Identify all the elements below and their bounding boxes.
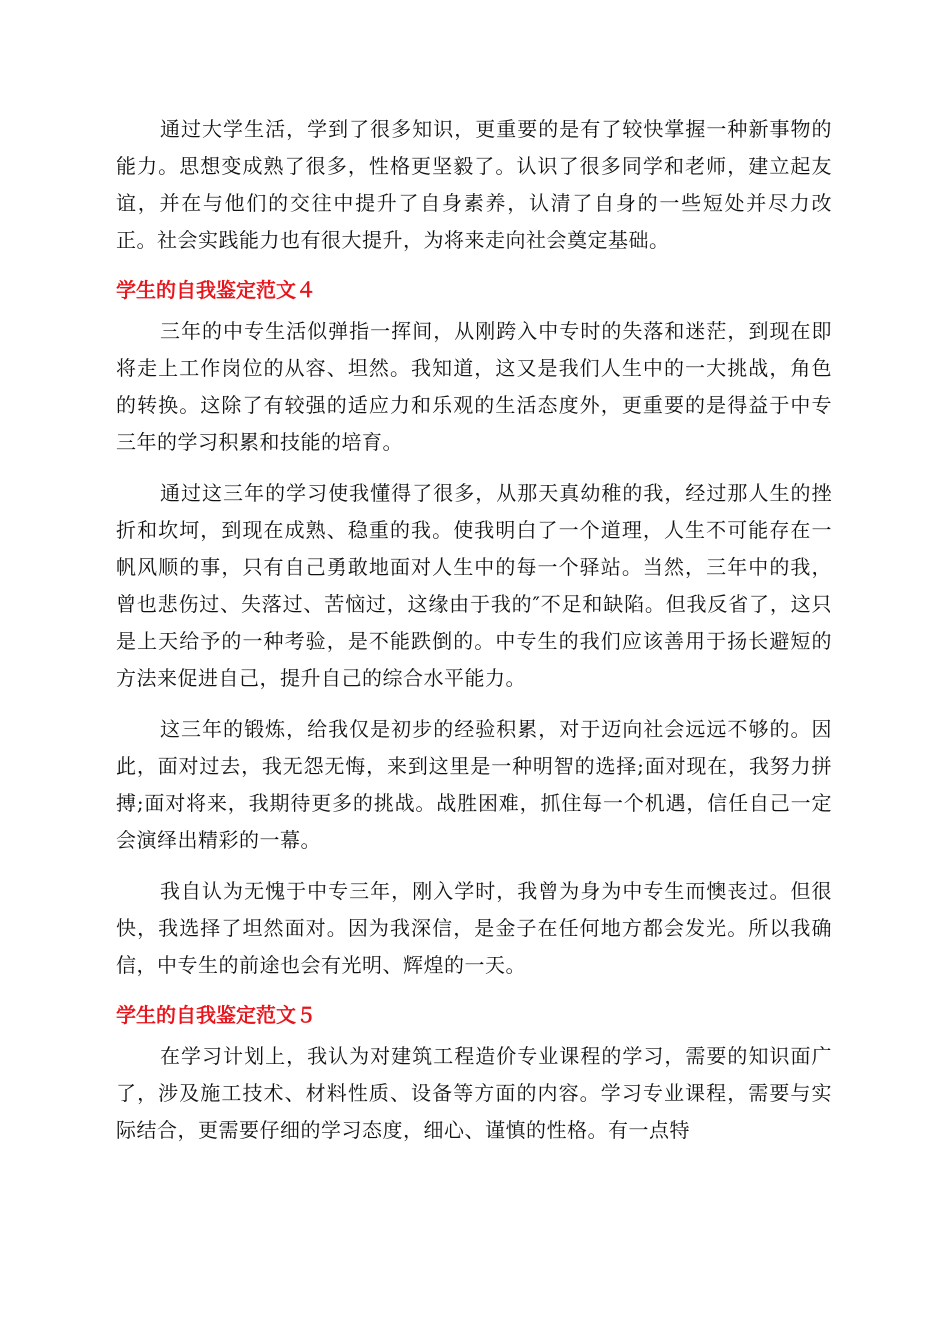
paragraph-self-confidence: 我自认为无愧于中专三年，刚入学时，我曾为身为中专生而懊丧过。但很快，我选择了坦然面对。因为我深信，是金子在任何地方都会发光。所以我确信，中专生的前途也会有光明、辉煌的一天。 xyxy=(116,879,832,977)
paragraph-study-plan: 在学习计划上，我认为对建筑工程造价专业课程的学习，需要的知识面广了，涉及施工技术、材料性质、设备等方面的内容。学习专业课程，需要与实际结合，更需要仔细的学习态度，细心、谨慎的性格。有一点特 xyxy=(116,1044,832,1142)
document-page xyxy=(116,111,832,1163)
paragraph-learned-much: 通过这三年的学习使我懂得了很多，从那天真幼稚的我，经过那人生的挫折和坎坷，到现在成熟、稳重的我。使我明白了一个道理，人生不可能存在一帆风顺的事，只有自己勇敢地面对人生中的每一个驿站。当然，三年中的我，曾也悲伤过、失落过、苦恼过，这缘由于我的″不足和缺陷。但我反省了，这只是上天给予的一种考验，是不能跌倒的。中专生的我们应该善用于扬长避短的方法来促进自己，提升自己的综合水平能力。 xyxy=(116,481,832,690)
paragraph-university-life: 通过大学生活，学到了很多知识，更重要的是有了较快掌握一种新事物的能力。思想变成熟了很多，性格更坚毅了。认识了很多同学和老师，建立起友谊，并在与他们的交往中提升了自身素养，认清了自身的一些短处并尽力改正。社会实践能力也有很大提升，为将来走向社会奠定基础。 xyxy=(116,117,832,252)
section-heading-5: 学生的自我鉴定范文５ xyxy=(116,1003,316,1027)
paragraph-vocational-three-years: 三年的中专生活似弹指一挥间，从刚跨入中专时的失落和迷茫，到现在即将走上工作岗位的从容、坦然。我知道，这又是我们人生中的一大挑战，角色的转换。这除了有较强的适应力和乐观的生活态度外，更重要的是得益于中专三年的学习积累和技能的培育。 xyxy=(116,319,832,454)
section-heading-4: 学生的自我鉴定范文４ xyxy=(116,278,316,302)
paragraph-training: 这三年的锻炼，给我仅是初步的经验积累，对于迈向社会远远不够的。因此，面对过去，我无怨无悔，来到这里是一种明智的选择;面对现在，我努力拼搏;面对将来，我期待更多的挑战。战胜困难，抓住每一个机遇，信任自己一定会演绎出精彩的一幕。 xyxy=(116,717,832,852)
